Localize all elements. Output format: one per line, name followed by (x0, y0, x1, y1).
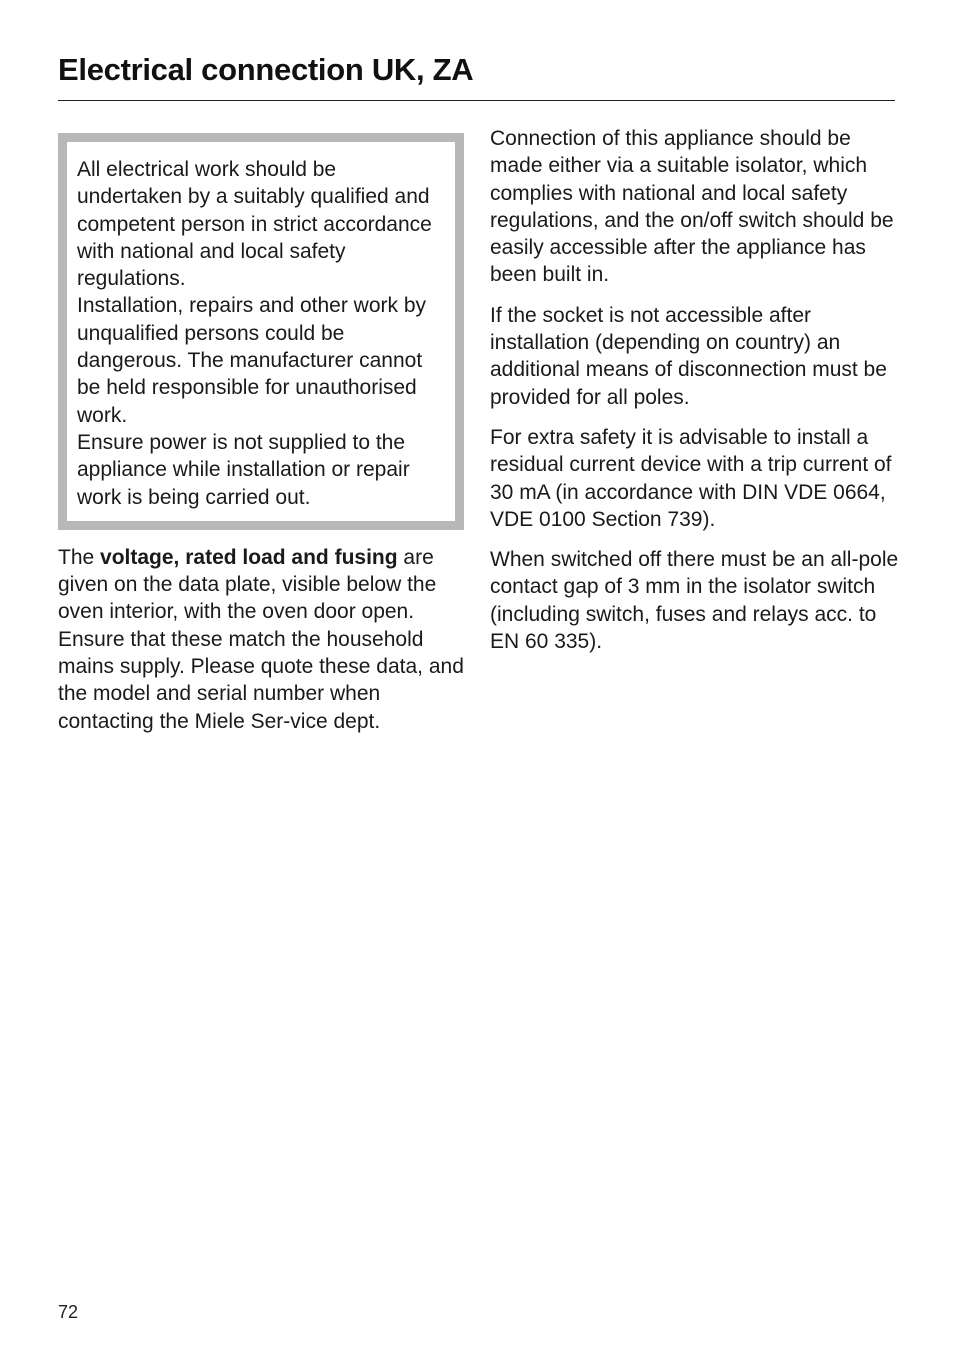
page-number: 72 (58, 1302, 79, 1322)
title-divider (58, 100, 895, 101)
contact-gap-paragraph: When switched off there must be an all-pole contact gap of 3 mm in the isolator switch (including switch, fuses and relays acc. to EN 60 335). (490, 548, 899, 654)
data-plate-text-end: are given on the data plate, visible below the oven interior, with the oven door open. Ensure that these match the household mains supply. Please quote these data, and the model and serial number when contacting the Miele Ser-vice dept. (58, 545, 464, 733)
data-plate-paragraph (58, 544, 464, 735)
isolator-paragraph: Connection of this appliance should be made either via a suitable isolator, which complies with national and local safety regulations, and the on/off switch should be easily accessible after the appliance has been built in. (490, 127, 894, 287)
data-plate-text-start: The (58, 545, 101, 569)
left-column (58, 125, 464, 735)
residual-current-paragraph: For extra safety it is advisable to install a residual current device with a trip current of 30 mA (in accordance with DIN VDE 0664, VDE 0100 Section 739). (490, 425, 892, 531)
warning-paragraph-power-off: Ensure power is not supplied to the appliance while installation or repair work is being carried out. (77, 430, 410, 509)
warning-box (58, 133, 464, 530)
page-title: Electrical connection UK, ZA (58, 52, 474, 87)
data-plate-bold-text: voltage, rated load and fusing (100, 545, 398, 569)
warning-paragraph-qualified-person: All electrical work should be undertaken by a suitably qualified and competent person in strict accordance with national and local safety regulations. (77, 158, 432, 291)
warning-paragraph-unqualified-work: Installation, repairs and other work by unqualified persons could be dangerous. The manufacturer cannot be held responsible for unauthorised work. (77, 294, 427, 427)
right-column (490, 125, 900, 668)
socket-paragraph: If the socket is not accessible after installation (depending on country) an additional means of disconnection must be provided for all poles. (490, 303, 887, 409)
